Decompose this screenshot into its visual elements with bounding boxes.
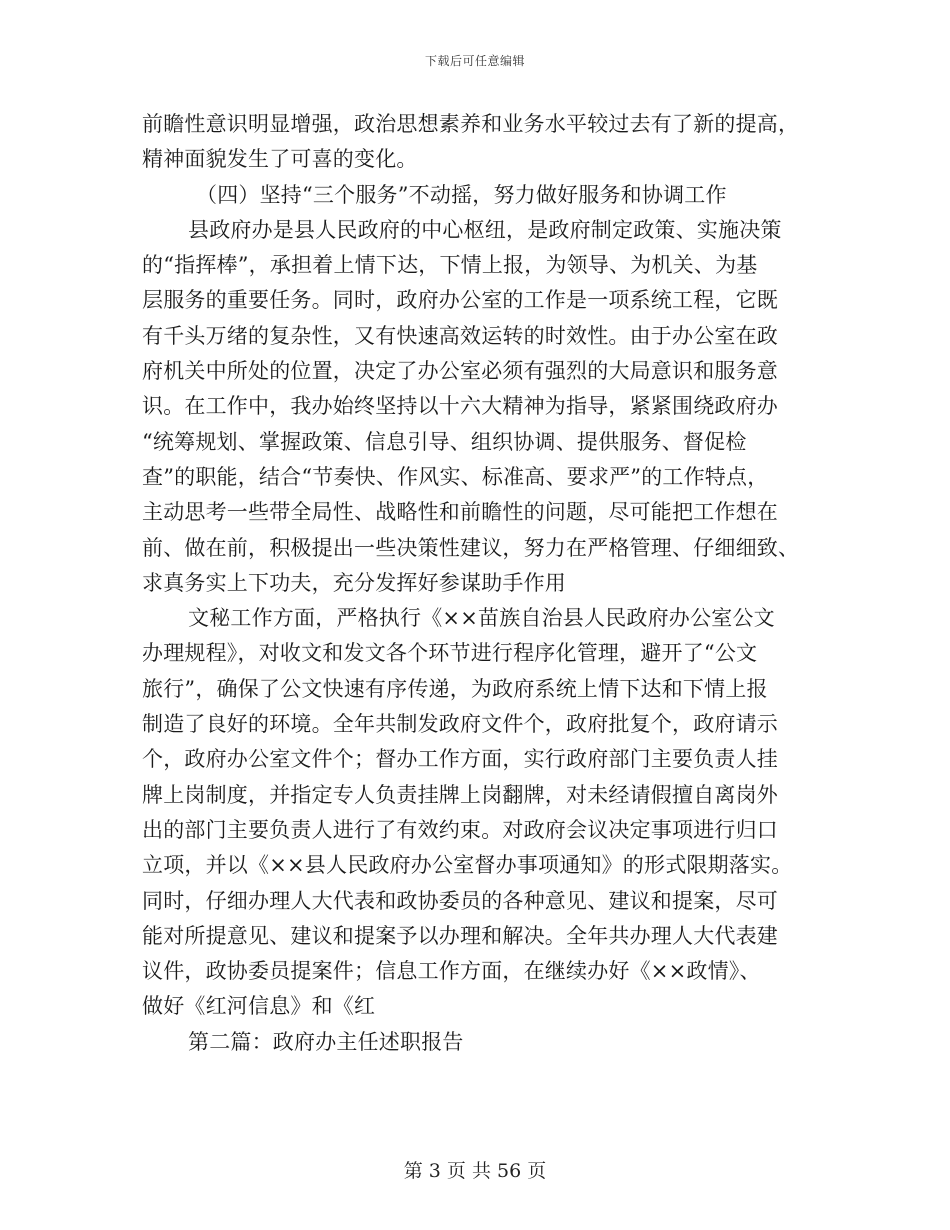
body-line: 立项，并以《××县人民政府办公室督办事项通知》的形式限期落实。 [142, 853, 793, 878]
body-line: 个，政府办公室文件个；督办工作方面，实行政府部门主要负责人挂 [142, 747, 778, 772]
page-header: 下载后可任意编辑 [424, 54, 525, 68]
body-line: 层服务的重要任务。同时，政府办公室的工作是一项系统工程，它既 [142, 288, 778, 313]
body-line: 前、做在前，积极提出一些决策性建议，努力在严格管理、仔细细致、 [142, 535, 800, 560]
body-line: 有千头万绪的复杂性，又有快速高效运转的时效性。由于办公室在政 [142, 323, 778, 348]
paragraph-start: 文秘工作方面，严格执行《××苗族自治县人民政府办公室公文 [188, 606, 775, 631]
body-line: 精神面貌发生了可喜的变化。 [142, 147, 418, 172]
body-line: “统筹规划、掌握政策、信息引导、组织协调、提供服务、督促检 [142, 429, 747, 454]
body-line: 制造了良好的环境。全年共制发政府文件个，政府批复个，政府请示 [142, 712, 778, 737]
body-line: 查”的职能，结合“节奏快、作风实、标准高、要求严”的工作特点， [142, 464, 769, 489]
body-line: 主动思考一些带全局性、战略性和前瞻性的问题，尽可能把工作想在 [142, 500, 778, 525]
body-line: 做好《红河信息》和《红 [142, 994, 376, 1019]
body-line: 的“指挥棒”，承担着上情下达，下情上报，为领导、为机关、为基 [142, 253, 758, 278]
page-number: 第 3 页 共 56 页 [403, 1160, 547, 1182]
document-body [142, 107, 812, 1060]
body-line: 府机关中所处的位置，决定了办公室必须有强烈的大局意识和服务意 [142, 359, 778, 384]
body-line: 能对所提意见、建议和提案予以办理和解决。全年共办理人大代表建 [142, 923, 778, 948]
body-line: 牌上岗制度，并指定专人负责挂牌上岗翻牌，对未经请假擅自离岗外 [142, 782, 778, 807]
body-line: 旅行”，确保了公文快速有序传递，为政府系统上情下达和下情上报 [142, 676, 768, 701]
chapter-heading: 第二篇：政府办主任述职报告 [188, 1029, 464, 1054]
body-line: 办理规程》，对收文和发文各个环节进行程序化管理，避开了“公文 [142, 641, 758, 666]
body-line: 同时，仔细办理人大代表和政协委员的各种意见、建议和提案，尽可 [142, 888, 778, 913]
body-line: 出的部门主要负责人进行了有效约束。对政府会议决定事项进行归口 [142, 817, 778, 842]
body-line: 议件，政协委员提案件；信息工作方面，在继续办好《××政情》、 [142, 959, 761, 984]
body-line: 识。在工作中，我办始终坚持以十六大精神为指导，紧紧围绕政府办 [142, 394, 778, 419]
body-line: 前瞻性意识明显增强，政治思想素养和业务水平较过去有了新的提高， [142, 112, 800, 136]
section-heading: （四）坚持“三个服务”不动摇，努力做好服务和协调工作 [196, 182, 727, 207]
body-line: 求真务实上下功夫，充分发挥好参谋助手作用 [142, 570, 566, 595]
paragraph-start: 县政府办是县人民政府的中心枢纽，是政府制定政策、实施决策 [188, 217, 782, 242]
